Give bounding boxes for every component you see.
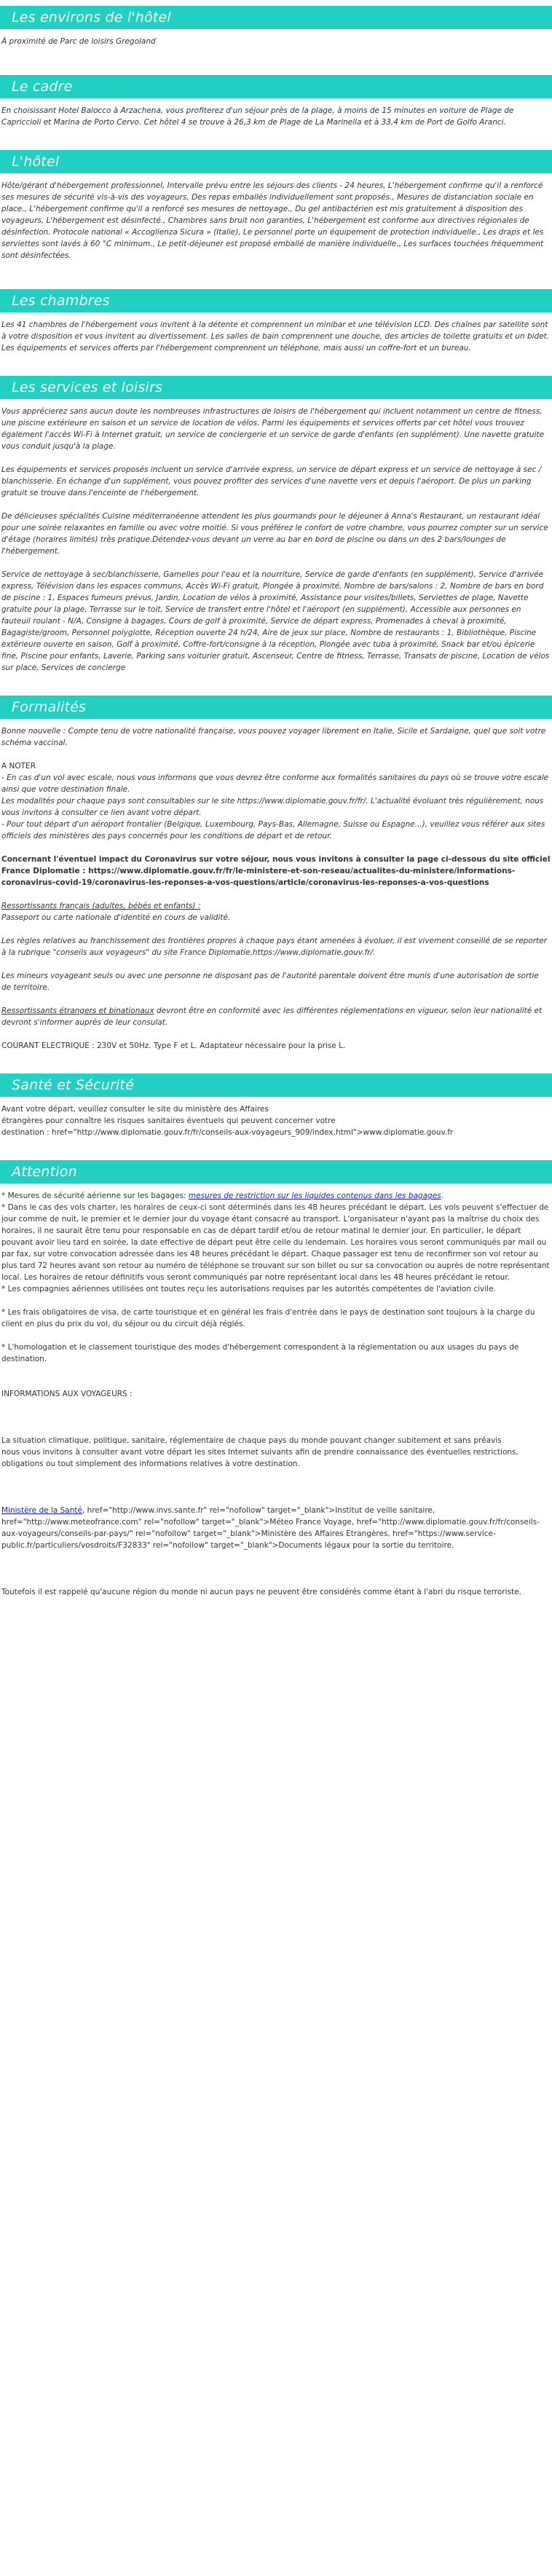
foreign-nationals-text: devront être en conformité avec les différentes réglementations en vigueur, selon leur nationalité et devront s'informer auprès de leur consulat.	[1, 1007, 543, 1027]
services-section	[0, 376, 552, 674]
cadre-section	[0, 75, 552, 128]
note-line: - Pour tout départ d'un aéroport frontalier (Belgique, Luxembourg, Pays-Bas, Allemagne, Suisse ou Espagne...), veuillez vous référer aux sites officiels des ministères des pays concernés pour les conditions de départ et de retour.	[1, 820, 545, 840]
consult-text: nous vous invitons à consulter avant votre départ les sites Internet suivants afin de prendre connaissance des éventuelles restrictions, obligations ou tout simplement des informations relatives à votre destination.	[1, 1448, 519, 1468]
charter-flights-text: * Dans le cas des vols charter, les horaires de ceux-ci sont déterminés dans les 48 heures précédant le départ. Les vols peuvent s'effectuer de jour comme de nuit, le premier et le dernier jour du voyage étant consacré au transport. L'organisateur n'ayant pas la maîtrise du choix des horaires, il ne saurait être tenu pour responsable en cas de départ tardif et/ou de retour matinal le dernier jour. En particulier, le départ pouvant avoir lieu tard en soirée, la date effective de départ peut être celle du lendemain. Les horaires vous seront communiqués par mail ou par fax, sur votre convocation adressée dans les 48 heures précédant le départ. Chaque passager est tenu de reconfirmer son vol retour au plus tard 72 heures avant son retour au numéro de téléphone se trouvant sur son billet ou sur sa convocation ou auprès de notre représentant local. Les horaires de retour définitifs vous seront communiqués par notre représentant local dans les 48 heures précédant le retour.	[1, 1203, 550, 1282]
liquids-restriction-link[interactable]: mesures de restriction sur les liquides contenus dans les bagages	[188, 1192, 441, 1200]
power-info: COURANT ELECTRIQUE : 230V et 50Hz. Type F et L. Adaptateur nécessaire pour la prise L.	[1, 1041, 346, 1050]
sante-line: Avant votre départ, veuillez consulter le site du ministère des Affaires	[1, 1105, 269, 1114]
attention-line-end: .	[441, 1192, 443, 1200]
french-nationals-title: Ressortissants français (adultes, bébés et enfants) :	[1, 902, 201, 910]
homologation-text: * L'homologation et le classement touristique des modes d'hébergement correspondent à la réglementation ou aux usages du pays de destination.	[1, 1343, 519, 1363]
situation-text: La situation climatique, politique, sanitaire, réglementaire de chaque pays du monde pouvant changer subitement et sans préavis	[1, 1436, 502, 1445]
foreign-nationals	[1, 1005, 551, 1028]
hotel-text: Hôte/gérant d'hébergement professionnel, Intervalle prévu entre les séjours des clients - 24 heures, L'hébergement confirme qu'il a renforcé ses mesures de sécurité vis-à-vis des voyageurs, Des repas emballés individuellement sont proposés., Mesures de distanciation sociale en place., L'hébergement confirme qu'il a renforcé ses mesures de nettoyage., Du gel antibactérien est mis gratuitement à disposition des voyageurs, L'hébergement est désinfecté., Chambres sans bruit non garanties, L'hébergement est conforme aux directives régionales de désinfection. Protocole national « Accoglienza Sicura » (Italie), Le personnel porte un équipement de protection individuelle., Les draps et les serviettes sont lavés à 60 °C minimum., Le petit-déjeuner est proposé emballé de manière individuelle., Les surfaces touchées fréquemment sont désinfectées.	[1, 181, 544, 260]
services-title: Les services et loisirs	[0, 376, 552, 399]
hotel-title: L'hôtel	[0, 150, 552, 173]
sante-line: étrangères pour connaître les risques sanitaires éventuels qui peuvent concerner votre	[1, 1116, 336, 1125]
note-line: Les modalités pour chaque pays sont consultables sur le site https://www.diplomatie.gouv.fr/fr/. L'actualité évoluant très régulièrement, nous vous invitons à consulter ce lien avant votre départ.	[1, 797, 544, 817]
formalites-title: Formalités	[0, 696, 552, 719]
formalites-section	[0, 696, 552, 1052]
ministry-links-text: , href="http://www.invs.sante.fr" rel="nofollow" target="_blank">Institut de veille sanitaire, href="http://www.meteofrance.com" rel="nofollow" target="_blank">Méteo France Voyage, href="http://www.diplomatie.gouv.fr/fr/conseils-aux-voyageurs/conseils-par-pays/" rel="nofollow" target="_blank">Ministère des Affaires Etrangères, href="https://www.service-public.fr/particuliers/vosdroits/F32833" rel="nofollow" target="_blank">Documents légaux pour la sortie du territoire.	[1, 1506, 540, 1550]
visa-fees-text: * Les frais obligatoires de visa, de carte touristique et en général les frais d'entrée dans le pays de destination sont toujours à la charge du client en plus du prix du vol, du séjour ou du circuit déjà réglés.	[1, 1308, 535, 1328]
ministry-links	[1, 1505, 551, 1551]
environs-section	[0, 0, 552, 47]
minors-text: Les mineurs voyageant seuls ou avec une personne ne disposant pas de l'autorité parentale doivent être munis d'une autorisation de sortie de territoire.	[1, 972, 539, 992]
cadre-text: En choisissant Hotel Balocco à Arzachena, vous profiterez d'un séjour près de la plage, à moins de 15 minutes en voiture de Plage de Capriccioli et Marina de Porto Cervo. Cet hôtel 4 se trouve à 26,3 km de Plage de La Marinella et à 33,4 km de Port de Golfo Aranci.	[1, 106, 514, 127]
environs-text: À proximité de Parc de loisirs Gregoland	[1, 37, 156, 46]
cadre-title: Le cadre	[0, 75, 552, 98]
environs-title: Les environs de l'hôtel	[0, 6, 552, 29]
hotel-section	[0, 150, 552, 261]
attention-line-text: * Mesures de sécurité aérienne sur les bagages:	[1, 1192, 189, 1200]
french-nationals-text: Passeport ou carte nationale d'identité en cours de validité.	[1, 913, 231, 922]
terrorism-notice: Toutefois il est rappelé qu'aucune région du monde ni aucun pays ne peuvent être considérés comme étant à l'abri du risque terroriste.	[1, 1588, 521, 1596]
attention-title: Attention	[0, 1160, 552, 1183]
chambres-title: Les chambres	[0, 289, 552, 312]
ministry-health-link[interactable]: Ministère de la Santé	[1, 1506, 82, 1515]
note-title: A NOTER	[1, 762, 36, 771]
sante-section	[0, 1074, 552, 1138]
travellers-info-title: INFORMATIONS AUX VOYAGEURS :	[1, 1390, 133, 1398]
note-line: - En cas d'un vol avec escale, nous vous informons que vous devrez être conforme aux formalités sanitaires du pays où se trouve votre escale ainsi que votre destination finale.	[1, 773, 549, 794]
airlines-text: * Les compagnies aériennes utilisées ont toutes reçu les autorisations requises par les autorités compétentes de l'aviation civile.	[1, 1285, 496, 1293]
covid-notice: Concernant l'éventuel impact du Coronavirus sur votre séjour, nous vous invitons à consulter la page ci-dessous du site officiel France Diplomatie : https://www.diplomatie.gouv.fr/fr/le-ministere-et-son-reseau/actualites-du-ministere/informations-coronavirus-covid-19/coronavirus-les-reponses-a-vos-questions/article/coronavirus-les-reponses-a-vos-questions	[1, 855, 551, 887]
services-paragraph: Les équipements et services proposés incluent un service d'arrivée express, un service de départ express et un service de nettoyage à sec / blanchisserie. En échange d'un supplément, vous pouvez profiter des services d'une navette vers et depuis l'aéroport. De plus un parking gratuit se trouve dans l'enceinte de l'hébergement.	[1, 465, 542, 497]
attention-section	[0, 1160, 552, 1598]
services-paragraph: De délicieuses spécialités Cuisine méditerranéenne attendent les plus gourmands pour le déjeuner à Anna's Restaurant, un restaurant idéal pour une soirée relaxantes en famille ou avec votre moitié. Si vous préférez le confort de votre chambre, vous pourrez compter sur un service d'étage (horaires limités) très pratique.Détendez-vous devant un verre au bar en bord de piscine ou dans un des 2 bars/lounges de l'hébergement.	[1, 512, 548, 556]
sante-line: destination : href="http://www.diplomatie.gouv.fr/fr/conseils-aux-voyageurs_909/index.html">www.diplomatie.gouv.fr	[1, 1128, 454, 1137]
chambres-section	[0, 289, 552, 354]
services-list: Service de nettoyage à sec/blanchisserie, Gamelles pour l'eau et la nourriture, Service de garde d'enfants (en supplément), Service d'arrivée express, Télévision dans les espaces communs, Accès Wi-Fi gratuit, Plongée à proximité, Nombre de bars/salons : 2, Nombre de bars en bord de piscine : 1, Espaces fumeurs prévus, Jardin, Location de vélos à proximité, Assistance pour visites/billets, Serviettes de plage, Navette gratuite pour la plage, Terrasse sur le toit, Service de transfert entre l'hôtel et l'aéroport (en supplément), Accessible aux personnes en fauteuil roulant - N/A, Consigne à bagages, Cours de golf à proximité, Service de départ express, Promenades à cheval à proximité, Bagagiste/groom, Personnel polyglotte, Réception ouverte 24 h/24, Aire de jeux sur place, Nombre de restaurants : 1, Bibliothèque, Piscine extérieure ouverte en saison, Golf à proximité, Coffre-fort/consigne à la réception, Plongée avec tuba à proximité, Snack bar et/ou épicerie fine, Piscine pour enfants, Laverie, Parking sans voiturier gratuit, Ascenseur, Centre de fitness, Terrasse, Transats de piscine, Location de vélos sur place, Services de concierge	[1, 570, 550, 672]
chambres-text: Les 41 chambres de l'hébergement vous invitent à la détente et comprennent un minibar et une télévision LCD. Des chaînes par satellite sont à votre disposition et vous invitent au divertissement. Les salles de bain comprennent une douche, des articles de toilette gratuits et un bidet. Les équipements et services offerts par l'hébergement comprennent un téléphone, mais aussi un coffre-fort et un bureau.	[1, 320, 550, 352]
services-paragraph: Vous apprécierez sans aucun doute les nombreuses infrastructures de loisirs de l'hébergement qui incluent notamment un centre de fitness, une piscine extérieure en saison et un service de location de vélos. Parmi les équipements et services offerts par cet hôtel vous trouvez également l'accès Wi-Fi à Internet gratuit, un service de conciergerie et un service de garde d'enfants (en supplément). Une navette gratuite vous conduit jusqu'à la plage.	[1, 407, 545, 451]
border-rules: Les règles relatives au franchissement des frontières propres à chaque pays étant amenées à évoluer, il est vivement conseillé de se reporter à la rubrique "conseils aux voyageurs" du site France Diplomatie,https://www.diplomatie.gouv.fr/.	[1, 937, 547, 957]
formalites-intro: Bonne nouvelle : Compte tenu de votre nationalité française, vous pouvez voyager librement en Italie, Sicile et Sardaigne, quel que soit votre schéma vaccinal.	[1, 727, 546, 747]
sante-title: Santé et Sécurité	[0, 1074, 552, 1097]
foreign-nationals-title: Ressortissants étrangers et binationaux	[1, 1007, 154, 1015]
attention-line	[1, 1190, 551, 1202]
